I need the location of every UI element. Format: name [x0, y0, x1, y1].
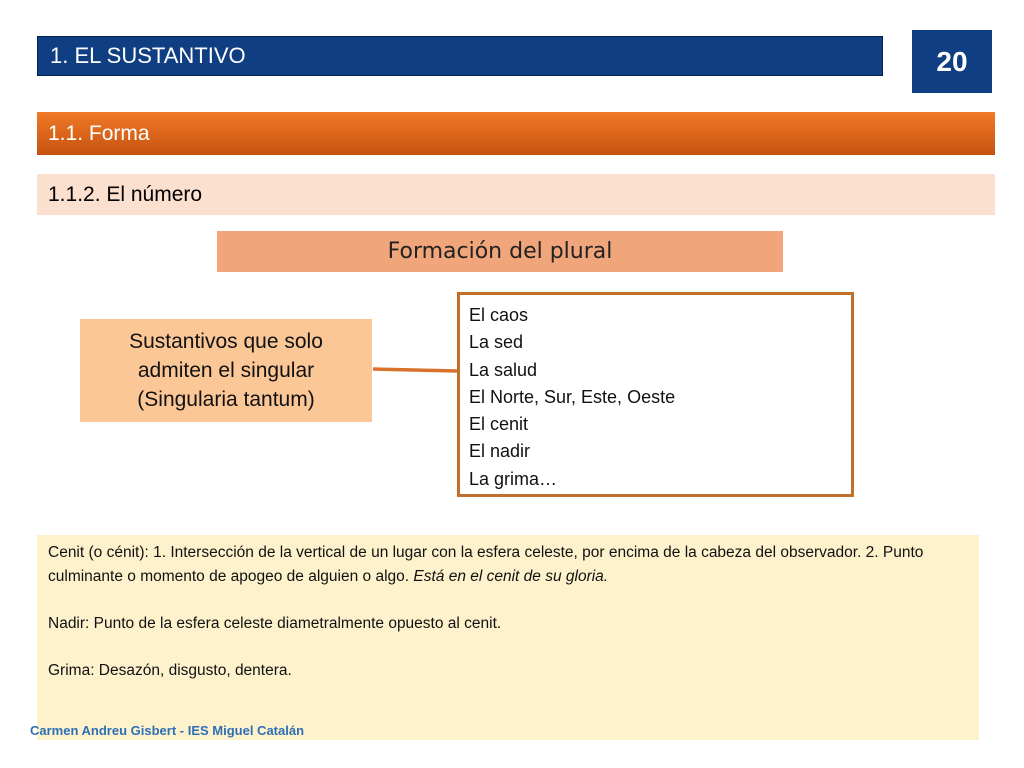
- cenit-example: Está en el cenit de su gloria.: [413, 568, 609, 585]
- list-item: El nadir: [469, 441, 531, 462]
- section-title-bar: [37, 36, 883, 76]
- list-item: La salud: [469, 359, 538, 380]
- list-item: El cenit: [469, 414, 529, 435]
- concept-line-1: Sustantivos que solo: [129, 330, 323, 353]
- cenit-definition-text: Cenit (o cénit): 1. Intersección de la vertical de un lugar con la esfera celeste, por encima de la cabeza del observador. 2. Punto culminante o momento de apogeo de alguien o algo.: [48, 544, 924, 585]
- plural-formation-heading: [217, 231, 783, 272]
- singularia-tantum-box: [80, 319, 372, 422]
- grima-definition: Grima: Desazón, disgusto, dentera.: [48, 662, 292, 679]
- examples-list: [457, 292, 854, 497]
- subsection-forma-label: 1.1. Forma: [48, 122, 150, 145]
- list-item: El Norte, Sur, Este, Oeste: [469, 386, 676, 407]
- subsection-forma-bar: [37, 112, 995, 155]
- slide-number: 20: [912, 30, 992, 93]
- cenit-definition: [48, 541, 968, 589]
- list-item: La grima…: [469, 468, 558, 489]
- subsection-numero-label: 1.1.2. El número: [48, 183, 203, 206]
- concept-line-3: (Singularia tantum): [137, 388, 315, 411]
- nadir-definition: Nadir: Punto de la esfera celeste diametralmente opuesto al cenit.: [48, 615, 502, 632]
- concept-line-2: admiten el singular: [137, 359, 315, 382]
- author-footer: Carmen Andreu Gisbert - IES Miguel Catalán: [30, 723, 305, 738]
- definitions-box: [37, 535, 979, 740]
- plural-formation-label: Formación del plural: [387, 239, 613, 264]
- list-item: El caos: [469, 305, 529, 325]
- section-title: 1. EL SUSTANTIVO: [50, 43, 246, 68]
- list-item: La sed: [469, 332, 524, 353]
- subsection-numero-bar: [37, 174, 995, 215]
